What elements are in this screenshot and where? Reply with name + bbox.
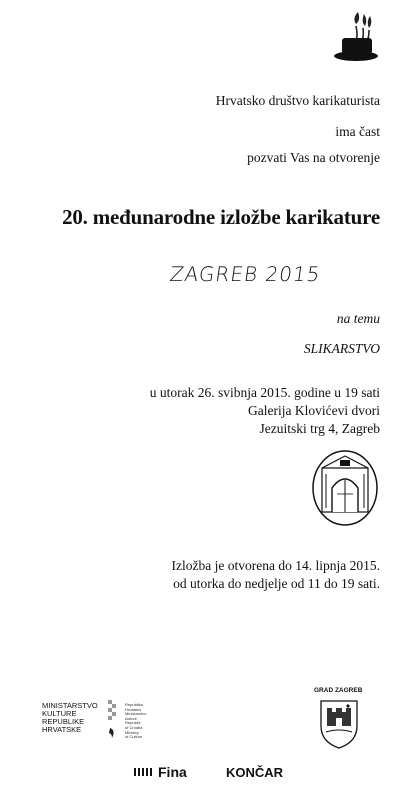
theme-name: SLIKARSTVO — [303, 341, 380, 356]
organizer-text: Hrvatsko društvo karikaturista — [215, 93, 380, 108]
hat-logo-icon — [330, 10, 378, 68]
ministry-line: REPUBLIKE — [42, 717, 85, 726]
ministry-logo-icon — [106, 700, 122, 740]
gallery-gate-icon — [310, 448, 380, 528]
fina-logo-icon — [134, 766, 156, 778]
ministry-small-line: of Croatia — [125, 724, 143, 730]
invite-text: pozvati Vas na otvorenje — [247, 150, 380, 165]
ministry-small-line: Hrvatska — [125, 706, 141, 712]
fina-logo — [134, 764, 187, 780]
ministry-small-text — [125, 703, 146, 740]
ministry-small-line: Republic — [125, 720, 141, 726]
koncar-logo: KONČAR — [226, 765, 284, 780]
event-title: 20. međunarodne izložbe karikature — [62, 205, 380, 229]
date-time: u utorak 26. svibnja 2015. godine u 19 sati — [149, 385, 380, 400]
ministry-small-line: of Culture — [125, 734, 143, 740]
ministry-small-line: Ministry — [125, 729, 139, 735]
ministry-line: MINISTARSTVO — [42, 701, 98, 710]
exhibition-open-until: Izložba je otvorena do 14. lipnja 2015. — [171, 558, 380, 573]
theme-intro: na temu — [336, 311, 380, 326]
zagreb-coat-of-arms-icon — [318, 698, 360, 750]
venue-address: Jezuitski trg 4, Zagreb — [259, 421, 380, 436]
ministry-small-line: Ministarstvo — [125, 711, 147, 717]
ministry-small-line: kulture — [125, 715, 138, 721]
venue-name: Galerija Klovićevi dvori — [248, 403, 380, 418]
fina-label: Fina — [158, 764, 187, 780]
honor-text: ima čast — [335, 124, 380, 139]
ministry-small-line: Republika — [125, 702, 143, 707]
ministry-line: HRVATSKE — [42, 725, 82, 734]
ministry-line: KULTURE — [42, 709, 77, 718]
city-label: GRAD ZAGREB — [314, 687, 363, 694]
handwritten-zagreb-2015: ZAGREB 2015 — [167, 262, 322, 286]
opening-hours: od utorka do nedjelje od 11 do 19 sati. — [173, 576, 380, 591]
ministry-name — [42, 702, 98, 734]
